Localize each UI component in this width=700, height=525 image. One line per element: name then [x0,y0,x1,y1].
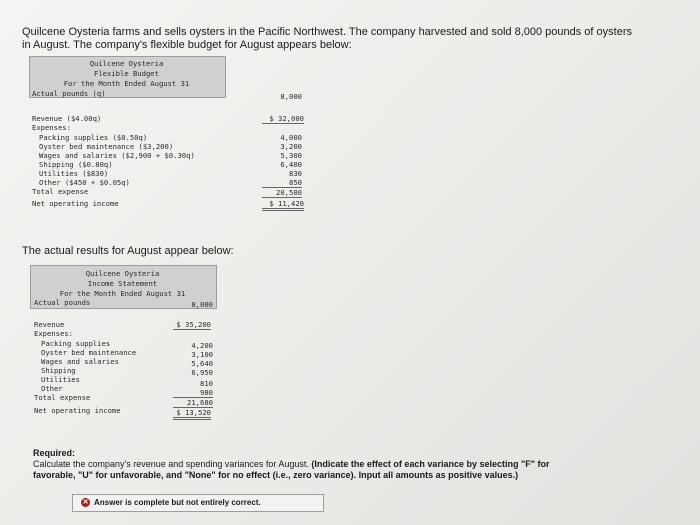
budget-line-label: Shipping ($0.80q) [39,160,113,169]
income-expenses-label: Expenses: [34,329,73,338]
budget-line-value: 4,000 [280,133,302,142]
required-section [33,448,593,481]
required-heading: Required: [33,448,76,458]
budget-company: Quilcene Oysteria [89,59,164,68]
income-actual-value: 8,000 [191,300,213,309]
income-line-label: Wages and salaries [41,357,119,366]
answer-status-text: Answer is complete but not entirely correct. [94,498,261,507]
budget-line-value: 6,400 [280,160,302,169]
income-line-value: 6,950 [191,368,213,377]
income-line-value: 5,640 [191,359,213,368]
budget-total-value: 20,580 [262,188,302,198]
income-line-value: 4,200 [191,341,213,350]
budget-actual-label: Actual pounds (q) [32,89,106,98]
budget-period: For the Month Ended August 31 [63,79,190,88]
income-title: Income Statement [87,279,158,288]
income-period: For the Month Ended August 31 [59,289,186,298]
income-revenue-value: $ 35,200 [173,320,211,330]
budget-expenses-label: Expenses: [32,123,71,132]
income-line-label: Packing supplies [41,339,111,348]
budget-line-label: Utilities ($830) [39,169,109,178]
answer-status-banner [72,494,324,512]
budget-title: Flexible Budget [94,69,159,78]
income-total-value: 21,680 [173,398,213,408]
income-line-value: 3,100 [191,350,213,359]
income-company: Quilcene Oysteria [85,269,160,278]
income-line-label: Utilities [41,375,80,384]
income-net-label: Net operating income [34,406,121,415]
income-revenue-label: Revenue [34,320,65,329]
budget-revenue-label: Revenue ($4.00q) [32,114,102,123]
income-line-label: Oyster bed maintenance [41,348,137,357]
income-total-label: Total expense [34,393,91,402]
actual-results-intro: The actual results for August appear below: [22,245,234,257]
budget-line-value: 850 [262,178,302,188]
budget-line-label: Other ($450 + $0.05q) [39,178,130,187]
income-line-label: Shipping [41,366,76,375]
required-text: Calculate the company's revenue and spending variances for August. [33,459,309,469]
income-line-label: Other [41,384,63,393]
budget-line-value: 830 [289,169,302,178]
income-line-value: 980 [173,388,213,398]
budget-revenue-value: $ 32,000 [262,114,304,124]
budget-net-value: $ 11,420 [262,199,304,211]
budget-line-value: 5,300 [280,151,302,160]
budget-line-label: Oyster bed maintenance ($3,200) [39,142,174,151]
budget-actual-value: 8,000 [280,92,302,101]
error-x-icon: ✕ [82,499,89,507]
budget-line-label: Wages and salaries ($2,900 + $0.30q) [39,151,195,160]
budget-line-value: 3,200 [280,142,302,151]
flexible-budget-table [29,56,304,224]
income-statement-table [30,265,220,430]
budget-total-label: Total expense [32,187,89,196]
budget-line-label: Packing supplies ($0.50q) [39,133,148,142]
budget-net-label: Net operating income [32,199,119,208]
income-line-value: 810 [200,379,213,388]
income-actual-label: Actual pounds [34,298,91,307]
income-net-value: $ 13,520 [173,408,211,420]
required-instruction: (Indicate the effect of each variance by selecting "F" for favorable, "U" for unfavorable, and "None" for no effect (i.e., zero variance). Input all amounts as positive values.) [33,459,550,480]
problem-intro: Quilcene Oysteria farms and sells oysters in the Pacific Northwest. The company harvested and sold 8,000 pounds of oysters in August. The company's flexible budget for August appears below: [22,26,632,51]
